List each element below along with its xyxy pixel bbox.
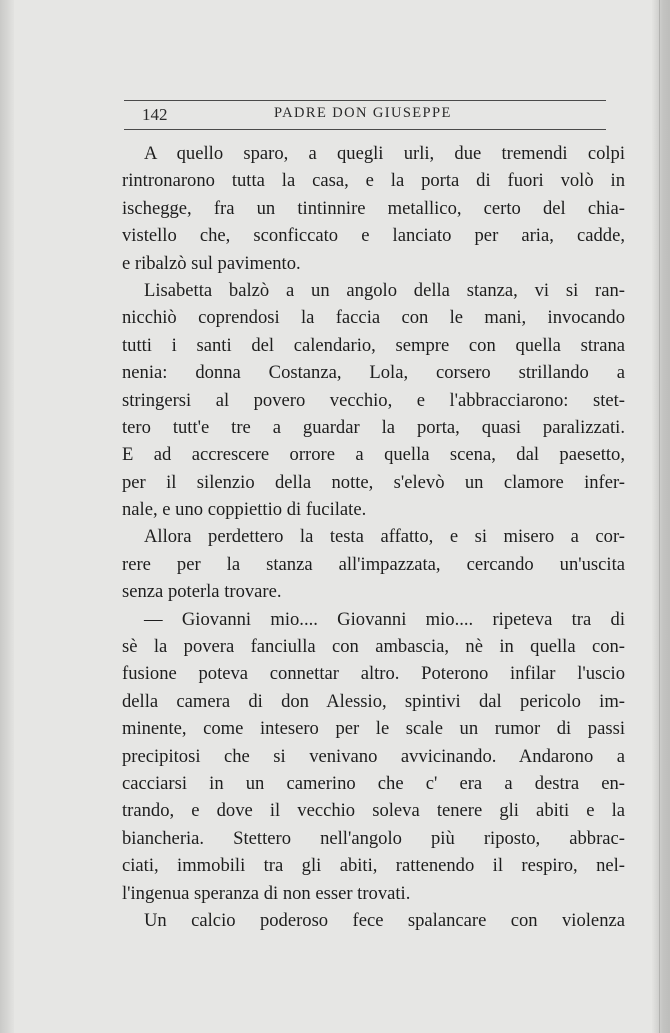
page-edge-line [659, 0, 660, 1033]
text-line: e ribalzò sul pavimento. [122, 252, 301, 274]
page-edge-left [0, 0, 14, 1033]
text-line: tutti i santi del calendario, sempre con quella strana [122, 334, 625, 356]
running-header [124, 100, 606, 130]
text-line: senza poterla trovare. [122, 581, 282, 603]
text-line: ischegge, fra un tintinnire metallico, certo del chia- [122, 197, 625, 219]
text-line: ciati, immobili tra gli abiti, rattenendo il respiro, nel- [122, 855, 625, 877]
text-line: nicchiò coprendosi la faccia con le mani, invocando [122, 307, 625, 329]
text-line: biancheria. Stettero nell'angolo più riposto, abbrac- [122, 827, 625, 849]
paragraph [122, 606, 625, 907]
paragraph [122, 907, 625, 934]
text-line: nenia: donna Costanza, Lola, corsero strillando a [122, 362, 625, 384]
running-title: PADRE DON GIUSEPPE [274, 105, 452, 121]
text-line: nale, e uno coppiettio di fucilate. [122, 499, 367, 521]
text-line: A quello sparo, a quegli urli, due tremendi colpi [144, 143, 625, 164]
body-text [122, 140, 625, 934]
text-line: fusione poteva connettar altro. Poterono infilar l'uscio [122, 663, 625, 685]
text-line: l'ingenua speranza di non esser trovati. [122, 882, 411, 904]
text-line: precipitosi che si venivano avvicinando. Andarono a [122, 745, 625, 767]
paragraph [122, 277, 625, 524]
text-line: — Giovanni mio.... Giovanni mio.... ripeteva tra di [144, 608, 625, 630]
text-line: cacciarsi in un camerino che c' era a destra en- [122, 772, 625, 794]
paragraph [122, 523, 625, 605]
text-line: Un calcio poderoso fece spalancare con violenza [144, 909, 625, 931]
text-line: E ad accrescere orrore a quella scena, dal paesetto, [122, 444, 625, 466]
text-line: vistello che, sconficcato e lanciato per aria, cadde, [122, 225, 625, 247]
page-number: 142 [142, 105, 168, 124]
text-line: trando, e dove il vecchio soleva tenere gli abiti e la [122, 800, 625, 822]
text-line: stringersi al povero vecchio, e l'abbracciarono: stet- [122, 389, 625, 411]
text-line: sè la povera fanciulla con ambascia, nè in quella con- [122, 636, 625, 658]
text-line: per il silenzio della notte, s'elevò un clamore infer- [122, 471, 625, 493]
text-line: rere per la stanza all'impazzata, cercando un'uscita [122, 553, 625, 575]
text-line: della camera di don Alessio, spintivi dal pericolo im- [122, 690, 625, 712]
page-edge-right [652, 0, 670, 1033]
text-line: Lisabetta balzò a un angolo della stanza, vi si ran- [144, 279, 625, 301]
text-line: minente, come intesero per le scale un rumor di passi [122, 718, 625, 740]
text-line: tero tutt'e tre a guardar la porta, quasi paralizzati. [122, 416, 625, 438]
paragraph [122, 140, 625, 277]
text-line: rintronarono tutta la casa, e la porta di fuori volò in [122, 170, 625, 192]
text-line: Allora perdettero la testa affatto, e si misero a cor- [144, 526, 625, 548]
